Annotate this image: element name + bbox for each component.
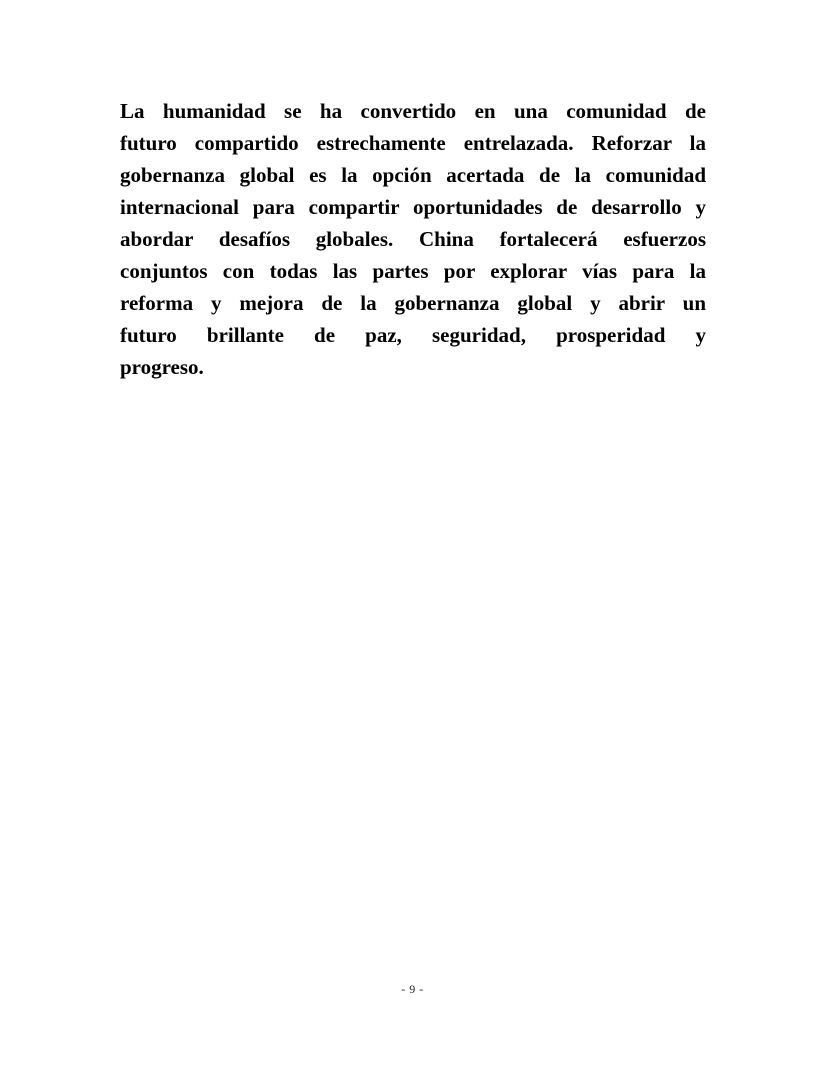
paragraph-line: futuro brillante de paz, seguridad, prosperidad y	[120, 323, 706, 347]
paragraph-line: internacional para compartir oportunidades de desarrollo y	[120, 195, 706, 219]
paragraph-line: reforma y mejora de la gobernanza global y abrir un	[120, 291, 706, 315]
paragraph-line: abordar desafíos globales. China fortalecerá esfuerzos	[120, 227, 706, 251]
page-number: - 9 -	[401, 982, 424, 996]
paragraph-line: La humanidad se ha convertido en una comunidad de	[120, 99, 706, 123]
paragraph-line: progreso.	[120, 355, 204, 379]
paragraph-line: conjuntos con todas las partes por explorar vías para la	[120, 259, 706, 283]
body-paragraph	[120, 95, 706, 383]
paragraph-line: gobernanza global es la opción acertada de la comunidad	[120, 163, 706, 187]
paragraph-line: futuro compartido estrechamente entrelazada. Reforzar la	[120, 131, 706, 155]
